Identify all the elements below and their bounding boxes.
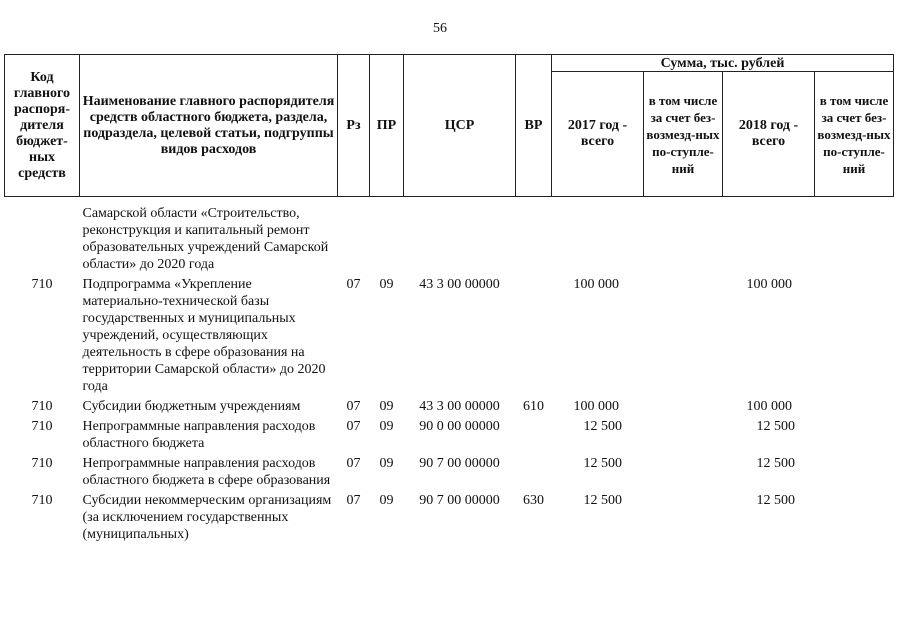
cell-sum-2018: 100 000 [746,399,792,414]
cell-name: Субсидии некоммерческим организациям (за исключением государственных (муниципальных) [82,493,332,542]
cell-csr: 43 3 00 00000 [419,277,500,292]
header-csr: ЦСР [404,55,516,197]
cell-code: 710 [31,456,53,471]
header-2017-total: 2017 год - всего [552,72,644,197]
cell-rz [338,204,370,275]
cell-grants-2017 [644,397,723,417]
cell-rz: 07 [346,277,361,292]
cell-code: 710 [31,493,53,508]
cell-grants-2017 [644,204,723,275]
cell-rz: 07 [346,456,361,471]
cell-sum-2018: 12 500 [756,493,795,508]
cell-grants-2017 [644,417,723,454]
cell-code: 710 [31,277,53,292]
cell-grants-2018 [815,275,894,397]
header-pr: ПР [370,55,404,197]
cell-grants-2018 [815,491,894,545]
header-code: Код главного распоря-дителя бюджет-ных средств [5,55,80,197]
cell-pr [370,204,404,275]
cell-name: Подпрограмма «Укрепление материально-технической базы государственных и муниципальных учреждений, осуществляющих деятельность в сфере образования на территории Самарской области» до 2020 года [82,277,326,394]
cell-pr: 09 [379,419,394,434]
cell-sum-2017: 12 500 [583,456,622,471]
cell-sum-2018: 100 000 [746,277,792,292]
table-row [5,417,894,454]
cell-csr: 90 7 00 00000 [419,493,500,508]
cell-grants-2017 [644,275,723,397]
cell-pr: 09 [379,399,394,414]
cell-sum-2017: 100 000 [573,399,619,414]
cell-sum-2017 [552,204,644,275]
cell-sum-2018: 12 500 [756,456,795,471]
table-row [5,454,894,491]
cell-sum-2018 [723,204,815,275]
cell-name: Непрограммные направления расходов областного бюджета в сфере образования [82,456,331,488]
table-row [5,204,894,275]
cell-sum-2018: 12 500 [756,419,795,434]
cell-vr [516,275,552,397]
cell-vr: 610 [523,399,544,414]
header-2018-grants: в том числе за счет без-возмезд-ных по-ступле-ний [815,72,894,197]
cell-pr: 09 [379,277,394,292]
cell-grants-2018 [815,397,894,417]
header-sum-group: Сумма, тыс. рублей [552,55,894,72]
header-name: Наименование главного распорядителя средств областного бюджета, раздела, подраздела, целевой статьи, подгруппы видов расходов [80,55,338,197]
cell-csr: 43 3 00 00000 [419,399,500,414]
header-rz: Рз [338,55,370,197]
cell-grants-2018 [815,204,894,275]
cell-vr [516,454,552,491]
cell-rz: 07 [346,419,361,434]
cell-vr: 630 [523,493,544,508]
cell-rz: 07 [346,493,361,508]
table-row [5,491,894,545]
cell-csr: 90 0 00 00000 [419,419,500,434]
cell-grants-2018 [815,417,894,454]
cell-code [5,204,80,275]
cell-csr [404,204,516,275]
header-2018-total: 2018 год - всего [723,72,815,197]
budget-table [4,54,894,545]
header-2017-grants: в том числе за счет без-возмезд-ных по-ступле-ний [644,72,723,197]
cell-vr [516,204,552,275]
cell-sum-2017: 12 500 [583,493,622,508]
cell-pr: 09 [379,456,394,471]
page-number: 56 [433,21,447,36]
cell-name: Самарской области «Строительство, реконструкция и капитальный ремонт образовательных учреждений Самарской области» до 2020 года [82,206,329,272]
header-vr: ВР [516,55,552,197]
cell-name: Непрограммные направления расходов областного бюджета [82,419,316,451]
table-body [5,197,894,546]
cell-grants-2017 [644,491,723,545]
table-header [5,55,894,197]
table-row [5,397,894,417]
cell-sum-2017: 12 500 [583,419,622,434]
cell-grants-2018 [815,454,894,491]
cell-code: 710 [31,419,53,434]
cell-grants-2017 [644,454,723,491]
cell-vr [516,417,552,454]
cell-name: Субсидии бюджетным учреждениям [82,399,301,414]
cell-sum-2017: 100 000 [573,277,619,292]
cell-pr: 09 [379,493,394,508]
cell-rz: 07 [346,399,361,414]
table-row [5,275,894,397]
cell-csr: 90 7 00 00000 [419,456,500,471]
cell-code: 710 [31,399,53,414]
